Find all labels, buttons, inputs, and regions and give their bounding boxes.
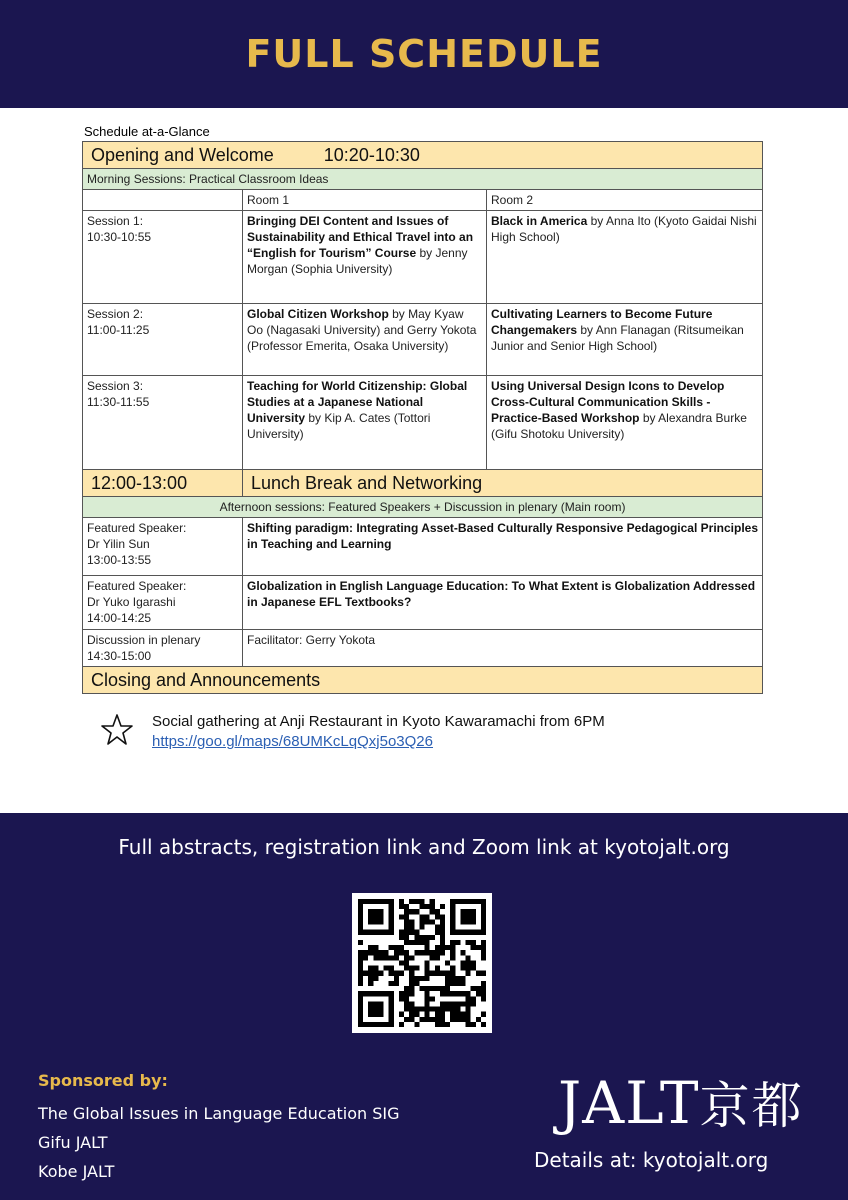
session-title: Using Universal Design Icons to Develop Cross-Cultural Communication Skills - Practice-Based Workshop bbox=[491, 379, 725, 425]
session-time: 11:30-11:55 bbox=[87, 395, 150, 409]
session-title: Bringing DEI Content and Issues of Sustainability and Ethical Travel into an “English for Tourism” Course bbox=[247, 214, 474, 260]
session-presenter: by Kip A. Cates (Tottori University) bbox=[247, 411, 431, 441]
session-label: Session 3: bbox=[87, 379, 144, 393]
featured-time: 13:00-13:55 bbox=[87, 553, 152, 567]
closing-row bbox=[83, 667, 763, 694]
qr-code[interactable] bbox=[352, 893, 492, 1033]
session-time: 11:00-11:25 bbox=[87, 323, 150, 337]
morning-row bbox=[83, 169, 763, 190]
schedule-caption: Schedule at-a-Glance bbox=[84, 124, 210, 139]
closing-label: Closing and Announcements bbox=[83, 667, 763, 694]
social-text: Social gathering at Anji Restaurant in Kyoto Kawaramachi from 6PM bbox=[152, 713, 605, 730]
session-presenter: by Anna Ito (Kyoto Gaidai Nishi High School) bbox=[491, 214, 757, 244]
room2-header: Room 2 bbox=[487, 190, 763, 211]
session-row bbox=[83, 211, 763, 304]
morning-sessions-label: Morning Sessions: Practical Classroom Ideas bbox=[83, 169, 763, 190]
session-label: Session 2: bbox=[87, 307, 144, 321]
star-icon bbox=[100, 713, 134, 747]
sponsor-item: The Global Issues in Language Education SIG bbox=[38, 1104, 400, 1123]
session-row bbox=[83, 376, 763, 470]
session-presenter: by Alexandra Burke (Gifu Shotoku University) bbox=[491, 411, 747, 441]
sponsor-list bbox=[38, 1099, 400, 1186]
page-title: FULL SCHEDULE bbox=[245, 32, 603, 76]
details-link: Details at: kyotojalt.org bbox=[534, 1148, 769, 1172]
session-presenter: by May Kyaw Oo (Nagasaki University) and Gerry Yokota (Professor Emerita, Osaka University) bbox=[247, 307, 477, 353]
featured-row bbox=[83, 518, 763, 576]
discussion-row bbox=[83, 630, 763, 667]
featured-time: 14:00-14:25 bbox=[87, 611, 152, 625]
header-banner bbox=[0, 0, 848, 108]
sponsor-item: Kobe JALT bbox=[38, 1162, 115, 1181]
discussion-time: 14:30-15:00 bbox=[87, 649, 152, 663]
room1-header: Room 1 bbox=[243, 190, 487, 211]
speaker-name: Dr Yuko Igarashi bbox=[87, 595, 176, 609]
session-title: Teaching for World Citizenship: Global Studies at a Japanese National University bbox=[247, 379, 468, 425]
logo-text: JALT bbox=[558, 1069, 700, 1137]
facilitator: Facilitator: Gerry Yokota bbox=[243, 630, 763, 667]
room-header-row bbox=[83, 190, 763, 211]
afternoon-row bbox=[83, 497, 763, 518]
session-title: Cultivating Learners to Become Future Changemakers bbox=[491, 307, 713, 337]
sponsor-item: Gifu JALT bbox=[38, 1133, 108, 1152]
session-time: 10:30-10:55 bbox=[87, 230, 152, 244]
abstracts-info: Full abstracts, registration link and Zoom link at kyotojalt.org bbox=[118, 835, 730, 859]
lunch-label: Lunch Break and Networking bbox=[243, 470, 763, 497]
featured-label: Featured Speaker: bbox=[87, 579, 187, 593]
featured-title: Shifting paradigm: Integrating Asset-Based Culturally Responsive Pedagogical Principles in Teaching and Learning bbox=[247, 521, 758, 551]
featured-row bbox=[83, 576, 763, 630]
schedule-table bbox=[82, 141, 763, 694]
opening-label: Opening and Welcome bbox=[91, 145, 274, 165]
session-row bbox=[83, 304, 763, 376]
session-title: Black in America bbox=[491, 214, 588, 228]
logo-kanji: 京都 bbox=[699, 1077, 804, 1135]
featured-title: Globalization in English Language Education: To What Extent is Globalization Addressed in Japanese EFL Textbooks? bbox=[247, 579, 756, 609]
opening-time: 10:20-10:30 bbox=[323, 145, 420, 165]
opening-row bbox=[83, 142, 763, 169]
social-gathering bbox=[152, 712, 605, 752]
map-link[interactable]: https://goo.gl/maps/68UMKcLqQxj5o3Q26 bbox=[152, 733, 433, 750]
discussion-label: Discussion in plenary bbox=[87, 633, 201, 647]
lunch-time: 12:00-13:00 bbox=[83, 470, 243, 497]
sponsored-title: Sponsored by: bbox=[38, 1071, 168, 1090]
jalt-kyoto-logo bbox=[558, 1068, 804, 1141]
afternoon-sessions-label: Afternoon sessions: Featured Speakers + Discussion in plenary (Main room) bbox=[83, 497, 763, 518]
session-presenter: by Jenny Morgan (Sophia University) bbox=[247, 246, 468, 276]
session-title: Global Citizen Workshop bbox=[247, 307, 389, 321]
qr-code-image bbox=[358, 899, 486, 1027]
featured-label: Featured Speaker: bbox=[87, 521, 187, 535]
session-presenter: by Ann Flanagan (Ritsumeikan Junior and Senior High School) bbox=[491, 323, 744, 353]
lunch-row bbox=[83, 470, 763, 497]
speaker-name: Dr Yilin Sun bbox=[87, 537, 150, 551]
session-label: Session 1: bbox=[87, 214, 144, 228]
